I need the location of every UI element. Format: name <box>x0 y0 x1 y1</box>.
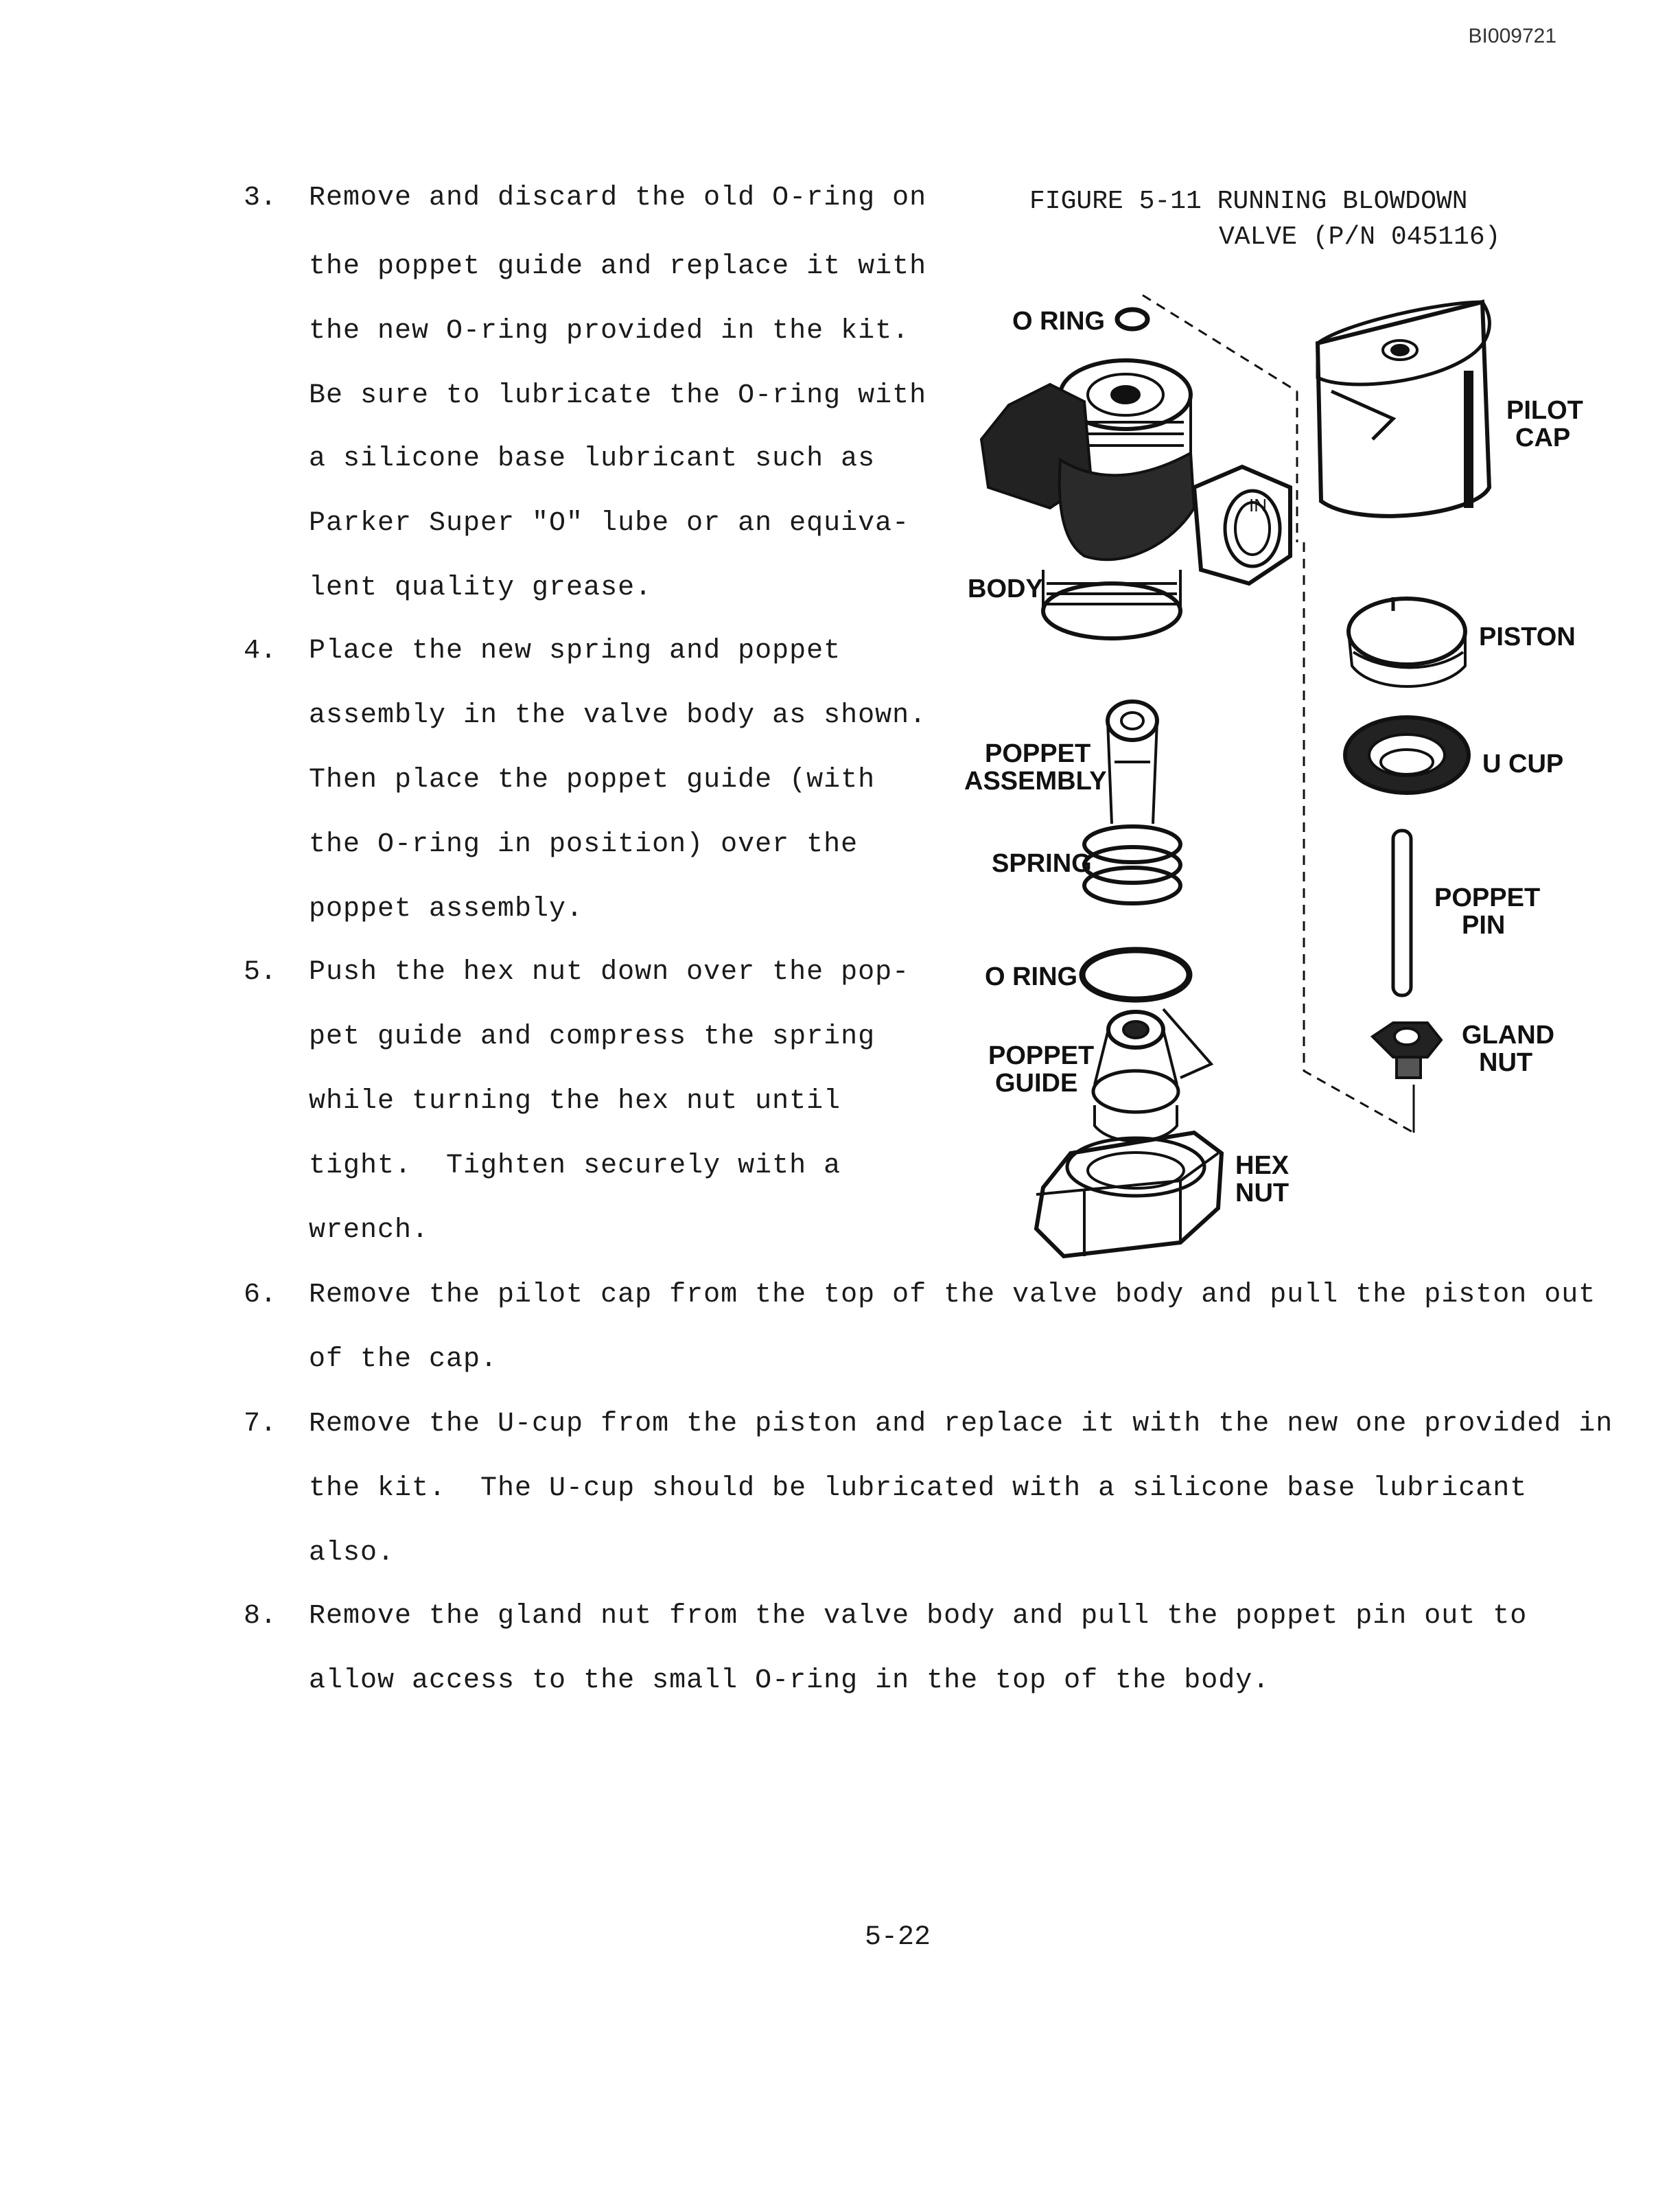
step-text-line: Remove the U-cup from the piston and replace it with the new one provided in <box>309 1409 1613 1440</box>
step-text-line: while turning the hex nut until <box>309 1086 841 1117</box>
figure-caption-line2: VALVE (P/N 045116) <box>1219 222 1501 252</box>
step-text-line: lent quality grease. <box>309 573 653 603</box>
step-text-line: the kit. The U-cup should be lubricated with a silicone base lubricant <box>309 1473 1528 1504</box>
step-text-line: Then place the poppet guide (with <box>309 765 876 796</box>
step-text-line: wrench. <box>309 1215 430 1246</box>
step-text-line: pet guide and compress the spring <box>309 1021 876 1052</box>
step-text-line: Be sure to lubricate the O-ring with <box>309 380 927 411</box>
step-text-line: the new O-ring provided in the kit. <box>309 316 910 347</box>
step-text-line: the poppet guide and replace it with <box>309 251 927 282</box>
label-poppet-guide-1: POPPET <box>988 1041 1095 1070</box>
figure-caption <box>1029 184 1500 255</box>
piston-part <box>1349 597 1465 686</box>
label-spring: SPRING <box>992 849 1092 878</box>
label-u-cup: U CUP <box>1482 750 1564 778</box>
hex-nut-part <box>1036 1133 1222 1256</box>
pilot-cap-part <box>1318 302 1489 516</box>
spring-part <box>1084 826 1180 903</box>
label-o-ring-top: O RING <box>1012 307 1106 336</box>
step-text-line: Parker Super "O" lube or an equiva- <box>309 508 910 539</box>
label-gland: GLAND <box>1462 1021 1555 1050</box>
label-poppet-assembly-2: ASSEMBLY <box>964 767 1107 796</box>
label-piston: PISTON <box>1479 623 1576 651</box>
label-cap: CAP <box>1515 424 1571 452</box>
page-number: 5-22 <box>865 1922 931 1953</box>
mid-o-ring-part <box>1082 950 1189 999</box>
step-number: 5. <box>244 957 277 988</box>
label-pilot: PILOT <box>1506 396 1583 425</box>
step-number: 6. <box>244 1280 277 1310</box>
poppet-guide-part <box>1093 1009 1211 1142</box>
u-cup-part <box>1345 717 1469 793</box>
label-gland-nut: NUT <box>1479 1048 1533 1077</box>
top-o-ring-part <box>1117 310 1147 329</box>
step-text-line: Remove and discard the old O-ring on <box>309 183 927 213</box>
label-poppet-pin-2: PIN <box>1462 911 1506 940</box>
step-text-line: poppet assembly. <box>309 894 584 925</box>
label-poppet-assembly-1: POPPET <box>985 739 1091 768</box>
label-poppet-pin-1: POPPET <box>1434 883 1541 912</box>
label-o-ring-mid: O RING <box>985 962 1078 991</box>
document-id: BI009721 <box>1468 25 1556 47</box>
poppet-assembly-part <box>1108 702 1157 824</box>
step-text-line: also. <box>309 1538 395 1569</box>
step-number: 4. <box>244 636 277 667</box>
step-text-line: allow access to the small O-ring in the top of the body. <box>309 1665 1270 1696</box>
step-number: 8. <box>244 1601 277 1632</box>
in-port-mark: IN <box>1249 495 1267 516</box>
step-text-line: Place the new spring and poppet <box>309 636 841 667</box>
step-text-line: assembly in the valve body as shown. <box>309 700 927 731</box>
step-text-line: Remove the gland nut from the valve body and pull the poppet pin out to <box>309 1601 1528 1632</box>
step-text-line: Remove the pilot cap from the top of the valve body and pull the piston out <box>309 1280 1596 1310</box>
label-poppet-guide-2: GUIDE <box>995 1069 1078 1098</box>
step-number: 7. <box>244 1409 277 1440</box>
gland-nut-part <box>1373 1023 1441 1078</box>
step-text-line: a silicone base lubricant such as <box>309 443 876 474</box>
label-hex: HEX <box>1235 1151 1290 1180</box>
step-text-line: of the cap. <box>309 1344 498 1375</box>
step-text-line: Push the hex nut down over the pop- <box>309 957 910 988</box>
step-text-line: the O-ring in position) over the <box>309 829 859 860</box>
step-text-line: tight. Tighten securely with a <box>309 1151 841 1181</box>
step-number: 3. <box>244 183 277 213</box>
poppet-pin-part <box>1393 831 1411 995</box>
label-hex-nut: NUT <box>1235 1179 1290 1207</box>
figure-caption-line1: FIGURE 5-11 RUNNING BLOWDOWN <box>1029 187 1468 216</box>
label-body: BODY <box>968 575 1043 603</box>
valve-exploded-diagram <box>947 281 1592 1291</box>
